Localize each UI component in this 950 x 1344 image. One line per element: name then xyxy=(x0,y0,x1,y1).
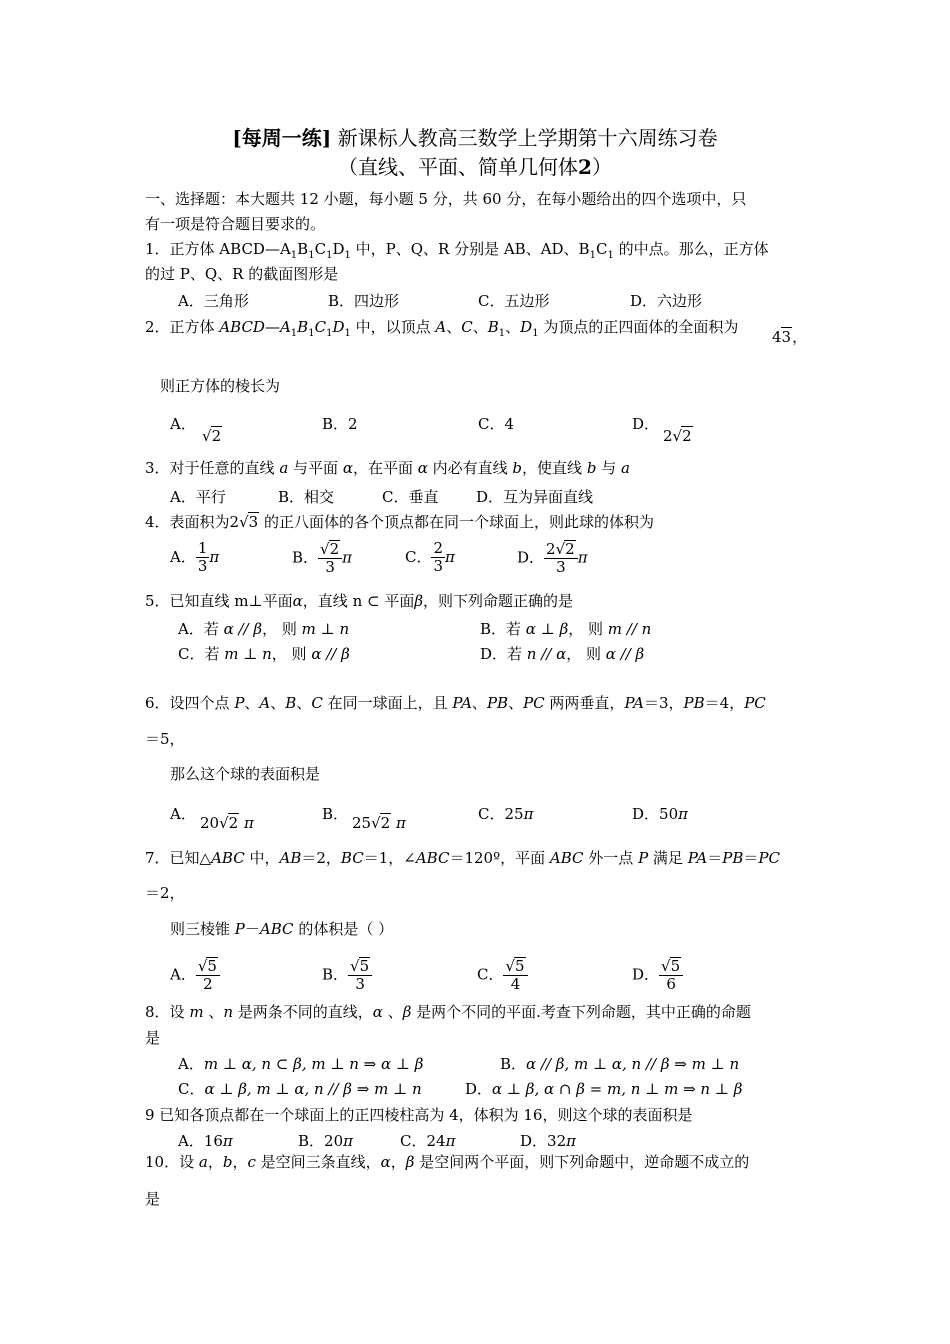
title-bracket: [每周一练] xyxy=(232,126,332,150)
q6-option-d: D．50π xyxy=(632,805,688,823)
q2-option-d-label: D． xyxy=(632,415,660,433)
q7-text-b: 的体积是（ ） xyxy=(298,920,394,938)
q2-line-1: 2．正方体 $ABCD—A_1B_1C_1D_1$ 中，以顶点 A、C、$B_1$、$D_1$ 为顶点的正四面体的全面积为 xyxy=(145,318,739,339)
title-sub-b: ） xyxy=(591,155,612,179)
q3-option-d: D．互为异面直线 xyxy=(476,488,594,506)
q4-text-a: 4．表面积为 xyxy=(145,513,230,531)
q2-option-d-value: 2√2 xyxy=(663,427,692,445)
q2-line-2: 则正方体的棱长为 xyxy=(160,377,281,395)
q6-option-b-value: 25√2 π xyxy=(352,814,406,832)
q3-option-b: B．相交 xyxy=(278,488,335,506)
title-line-1 xyxy=(0,122,950,151)
title-sub-num: 2 xyxy=(578,155,592,179)
q5-option-c: C．若 m ⊥ n， 则 α // β xyxy=(178,645,350,663)
q7-option-a: A． $\frac{√5}{2}$ xyxy=(170,957,220,994)
q8-line-1: 8．设 m 、n 是两条不同的直线，α 、β 是两个不同的平面.考查下列命题，其中正确的命题 xyxy=(145,1003,751,1021)
q9-option-a: A．16π xyxy=(178,1132,233,1150)
q6-line-3: 那么这个球的表面积是 xyxy=(170,765,321,783)
q2-option-a-value: √2 xyxy=(202,427,222,445)
q7-option-b: B． $\frac{√5}{3}$ xyxy=(322,957,372,994)
q4-option-c: C． $\frac{2}{3}$ π xyxy=(405,539,455,576)
q10-line-1: 10．设 a，b，c 是空间三条直线，α，β 是空间两个平面，则下列命题中，逆命题不成立的 xyxy=(145,1153,750,1171)
title-line-2 xyxy=(0,151,950,180)
q4-option-b: B． $\frac{√2}{3}$ π xyxy=(292,540,352,577)
q6-option-b-label: B． xyxy=(322,805,349,823)
q7-option-c: C． $\frac{√5}{4}$ xyxy=(477,957,528,994)
q6-line-2: ＝5， xyxy=(145,730,185,748)
q7-option-d: D． $\frac{√5}{6}$ xyxy=(632,957,683,994)
q8-option-b: B．α // β, m ⊥ α, n // β ⇒ m ⊥ n xyxy=(500,1055,740,1073)
q9-line-1: 9 已知各顶点都在一个球面上的正四棱柱高为 4，体积为 16，则这个球的表面积是 xyxy=(145,1106,693,1124)
q3-line-1: 3．对于任意的直线 a 与平面 α，在平面 α 内必有直线 b，使直线 b 与 a xyxy=(145,459,630,477)
q3-option-c: C．垂直 xyxy=(382,488,439,506)
q8-option-a: A．m ⊥ α, n ⊂ β, m ⊥ n ⇒ α ⊥ β xyxy=(178,1055,424,1073)
q4-option-d: D． $\frac{2√2}{3}$ π xyxy=(517,540,588,577)
q6-option-a-value: 20√2 π xyxy=(200,814,254,832)
q8-option-c: C．α ⊥ β, m ⊥ α, n // β ⇒ m ⊥ n xyxy=(178,1080,422,1098)
q7-text-a: 则三棱锥 xyxy=(170,920,231,938)
q6-option-c: C．25π xyxy=(478,805,534,823)
q2-option-b: B．2 xyxy=(322,415,358,433)
q1-option-d: D．六边形 xyxy=(630,292,703,310)
q3-option-a: A．平行 xyxy=(170,488,226,506)
q6-option-a-label: A． xyxy=(170,805,196,823)
q9-option-d: D．32π xyxy=(520,1132,576,1150)
q1-line-1: 1．正方体 $ABCD—A_1B_1C_1D_1$ 中，P、Q、R 分别是 AB、AD、$B_1C_1$ 的中点。那么，正方体 xyxy=(145,240,769,261)
title-sub-a: （直线、平面、简单几何体 xyxy=(338,155,579,179)
q1-option-c: C．五边形 xyxy=(478,292,550,310)
q2-option-a-label: A． xyxy=(170,415,196,433)
q7-line-2: ＝2， xyxy=(145,884,185,902)
q1-line-2: 的过 P、Q、R 的截面图形是 xyxy=(145,265,339,283)
section-instruction-2: 有一项是符合题目要求的。 xyxy=(145,215,326,233)
q1-option-b: B．四边形 xyxy=(328,292,400,310)
q8-option-d: D．α ⊥ β, α ∩ β = m, n ⊥ m ⇒ n ⊥ β xyxy=(465,1080,743,1098)
q9-option-b: B．20π xyxy=(298,1132,353,1150)
q5-option-a: A．若 α // β， 则 m ⊥ n xyxy=(178,620,350,638)
q6-option-c-text: C．25 xyxy=(478,805,524,823)
q5-text-b: ，直线 n ⊂ 平面 xyxy=(302,592,415,610)
q7-line-3: 则三棱锥 P－ABC 的体积是（ ） xyxy=(170,920,394,938)
q8-line-2: 是 xyxy=(145,1029,161,1047)
q7-line-1: 7．已知△ABC 中，AB＝2，BC＝1，∠ABC＝120º，平面 ABC 外一点 P 满足 PA＝PB＝PC xyxy=(145,849,780,867)
q4-line-1: 4．表面积为2√3 的正八面体的各个顶点都在同一个球面上，则此球的体积为 xyxy=(145,513,654,531)
q4-option-a: A． $\frac{1}{3}$ π xyxy=(170,539,220,576)
title-main: 新课标人教高三数学上学期第十六周练习卷 xyxy=(331,126,718,150)
section-instruction-1: 一、选择题：本大题共 12 小题，每小题 5 分，共 60 分，在每小题给出的四个选项中，只 xyxy=(145,190,747,208)
q5-text-c: ，则下列命题正确的是 xyxy=(423,592,574,610)
q6-option-d-text: D．50 xyxy=(632,805,679,823)
q1-option-a: A．三角形 xyxy=(178,292,249,310)
q2-option-c: C．4 xyxy=(478,415,515,433)
q5-text-a: 5．已知直线 m⊥平面 xyxy=(145,592,293,610)
q2-area-value: 43， xyxy=(772,328,808,346)
q5-option-b: B．若 α ⊥ β， 则 m // n xyxy=(480,620,652,638)
q9-option-c: C．24π xyxy=(400,1132,456,1150)
q5-line-1: 5．已知直线 m⊥平面α，直线 n ⊂ 平面β，则下列命题正确的是 xyxy=(145,592,574,610)
q5-option-d: D．若 n // α， 则 α // β xyxy=(480,645,645,663)
q6-line-1: 6．设四个点 P、A、B、C 在同一球面上，且 PA、PB、PC 两两垂直，PA＝3，PB＝4，PC xyxy=(145,694,766,712)
q4-text-b: 的正八面体的各个顶点都在同一个球面上，则此球的体积为 xyxy=(259,513,654,531)
q10-line-2: 是 xyxy=(145,1190,161,1208)
